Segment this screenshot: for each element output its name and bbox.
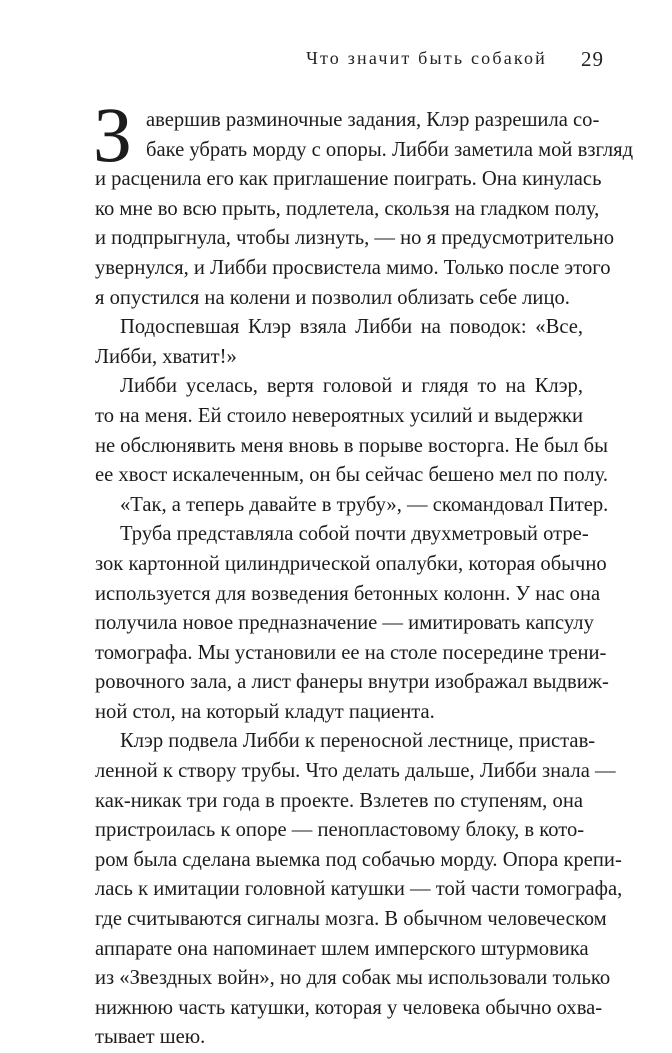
text-line: «Так, а теперь давайте в трубу», — скомандовал Питер. — [120, 493, 609, 516]
text-line: Либби уселась, вертя головой и глядя то на Клэр, — [120, 375, 583, 398]
paragraph — [95, 106, 634, 313]
text-line: то на меня. Ей стоило невероятных усилий и выдержки — [95, 404, 583, 427]
paragraph — [95, 520, 609, 727]
text-line: нижнюю часть катушки, которая у человека обычно охва- — [95, 996, 603, 1019]
text-line: ром была сделана выемка под собачью морду. Опора крепи- — [95, 848, 622, 871]
running-title: Что значит быть собакой — [306, 48, 547, 68]
text-line: и расценила его как приглашение поиграть. Она кинулась — [95, 168, 602, 191]
page-header — [0, 48, 672, 78]
text-line: лась к имитации головной катушки — той части томографа, — [95, 878, 623, 901]
text-line: ной стол, на который кладут пациента. — [95, 700, 435, 723]
text-line: из «Звездных войн», но для собак мы использовали только — [95, 967, 611, 990]
text-line: я опустился на колени и позволил облизать себе лицо. — [95, 286, 570, 309]
drop-cap: З — [93, 91, 133, 178]
text-line: получила новое предназначение — имитировать капсулу — [95, 612, 594, 635]
page-number: 29 — [581, 47, 604, 71]
text-line: Клэр подвела Либби к переносной лестнице, пристав- — [120, 730, 596, 753]
text-line: баке убрать морду с опоры. Либби заметила мой взгляд — [146, 138, 634, 161]
text-line: увернулся, и Либби просвистела мимо. Только после этого — [95, 256, 611, 279]
text-line: аппарате она напоминает шлем имперского штурмовика — [95, 937, 589, 960]
text-line: как-никак три года в проекте. Взлетев по ступеням, она — [95, 789, 583, 812]
text-line: где считываются сигналы мозга. В обычном человеческом — [95, 908, 607, 931]
paragraph — [95, 727, 623, 1053]
text-line: Либби, хватит!» — [95, 345, 237, 368]
text-line: тывает шею. — [95, 1026, 206, 1049]
body-text — [95, 106, 634, 1053]
text-line: не обслюнявить меня вновь в порыве восторга. Не был бы — [95, 434, 608, 457]
text-line: томографа. Мы установили ее на столе посередине трени- — [95, 641, 607, 664]
text-line: Труба представляла собой почти двухметровый отре- — [120, 523, 589, 546]
text-line: Подоспевшая Клэр взяла Либби на поводок: «Все, — [120, 316, 583, 339]
text-line: ровочного зала, а лист фанеры внутри изображал выдвиж- — [95, 671, 609, 694]
text-line: пристроилась к опоре — пенопластовому блоку, в кото- — [95, 819, 585, 842]
text-line: и подпрыгнула, чтобы лизнуть, — но я предусмотрительно — [95, 227, 615, 250]
text-line: ленной к створу трубы. Что делать дальше, Либби знала — — [95, 760, 616, 783]
paragraph — [95, 313, 583, 372]
paragraph — [95, 491, 609, 521]
text-line: зок картонной цилиндрической опалубки, которая обычно — [95, 552, 607, 575]
text-line: авершив разминочные задания, Клэр разрешила со- — [146, 109, 600, 131]
text-line: ко мне во всю прыть, подлетела, скользя на гладком полу, — [95, 197, 600, 220]
paragraph — [95, 372, 609, 490]
text-line: ее хвост искалеченным, он бы сейчас бешено мел по полу. — [95, 464, 609, 487]
text-line: используется для возведения бетонных колонн. У нас она — [95, 582, 601, 605]
